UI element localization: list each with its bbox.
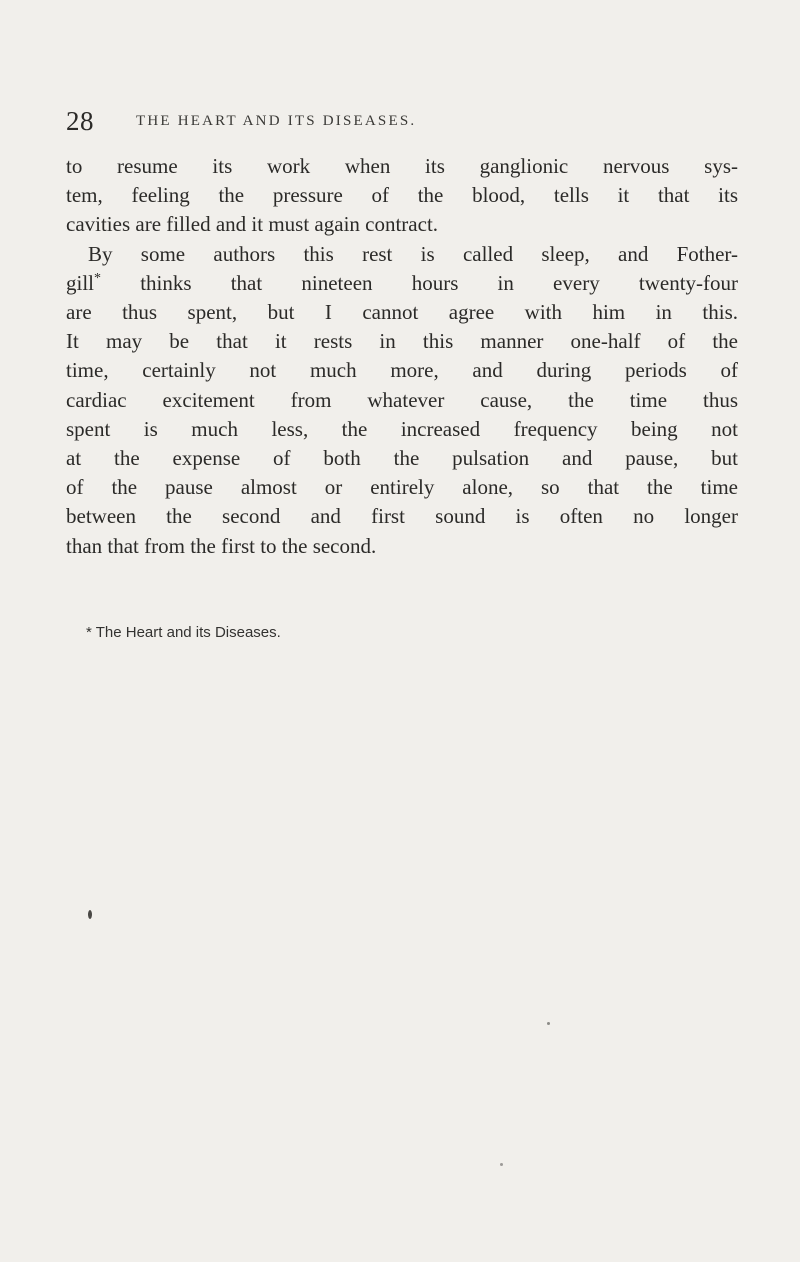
- paper-speck: [88, 910, 92, 919]
- text-line-4: By some authors this rest is called sleep, and Fother-: [88, 241, 738, 266]
- text-line-7: It may be that it rests in this manner one-half of the: [66, 329, 738, 354]
- text-line-5-rest: thinks that nineteen hours in every twenty-four: [140, 270, 739, 295]
- text-line-5: [66, 269, 738, 298]
- text-line-6: are thus spent, but I cannot agree with him in this.: [66, 300, 738, 325]
- footnote: * The Heart and its Diseases.: [86, 624, 281, 641]
- body-paragraphs: [66, 152, 738, 561]
- running-title: THE HEART AND ITS DISEASES.: [136, 113, 417, 129]
- text-line-9: cardiac excitement from whatever cause, the time thus: [66, 387, 738, 412]
- text-line-11: at the expense of both the pulsation and pause, but: [66, 446, 738, 471]
- text-line-5-prefix: gill: [66, 270, 95, 295]
- text-line-12: of the pause almost or entirely alone, so that the time: [66, 475, 738, 500]
- page-number: 28: [66, 106, 94, 136]
- text-line-14: than that from the first to the second.: [66, 533, 377, 558]
- text-line-3: cavities are filled and it must again contract.: [66, 212, 439, 237]
- running-head: [66, 106, 736, 136]
- text-line-10: spent is much less, the increased frequency being not: [66, 416, 738, 441]
- paper-speck: [500, 1163, 503, 1166]
- text-line-2: tem, feeling the pressure of the blood, tells it that its: [66, 183, 738, 208]
- text-line-1: to resume its work when its ganglionic nervous sys-: [66, 154, 738, 178]
- text-line-8: time, certainly not much more, and during periods of: [66, 358, 738, 383]
- text-line-13: between the second and first sound is often no longer: [66, 504, 738, 529]
- footnote-reference: *: [94, 270, 102, 286]
- paper-speck: [547, 1022, 550, 1025]
